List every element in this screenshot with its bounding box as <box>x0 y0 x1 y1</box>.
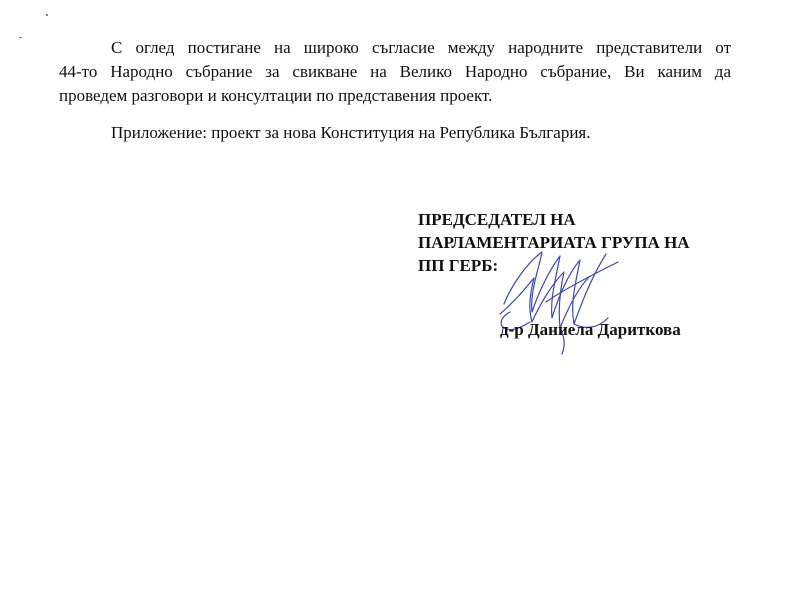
attachment-note: Приложение: проект за нова Конституция на Република България. <box>111 123 591 142</box>
signatory-title-line: ПАРЛАМЕНТАРИАТА ГРУПА НА <box>418 233 690 252</box>
paragraph-line: С оглед постигане на широко съгласие между народните представители от <box>111 38 731 57</box>
paragraph-line: проведем разговори и консултации по представения проект. <box>59 86 493 105</box>
signatory-name: д-р Даниела Дариткова <box>500 320 681 339</box>
scan-speck <box>19 37 22 38</box>
signatory-title-line: ПРЕДСЕДАТЕЛ НА <box>418 210 576 229</box>
scan-speck <box>46 14 48 16</box>
signatory-title-line: ПП ГЕРБ: <box>418 256 499 275</box>
body-paragraph <box>59 36 731 108</box>
paragraph-line: 44-то Народно събрание за свикване на Велико Народно събрание, Ви каним да <box>59 62 731 81</box>
